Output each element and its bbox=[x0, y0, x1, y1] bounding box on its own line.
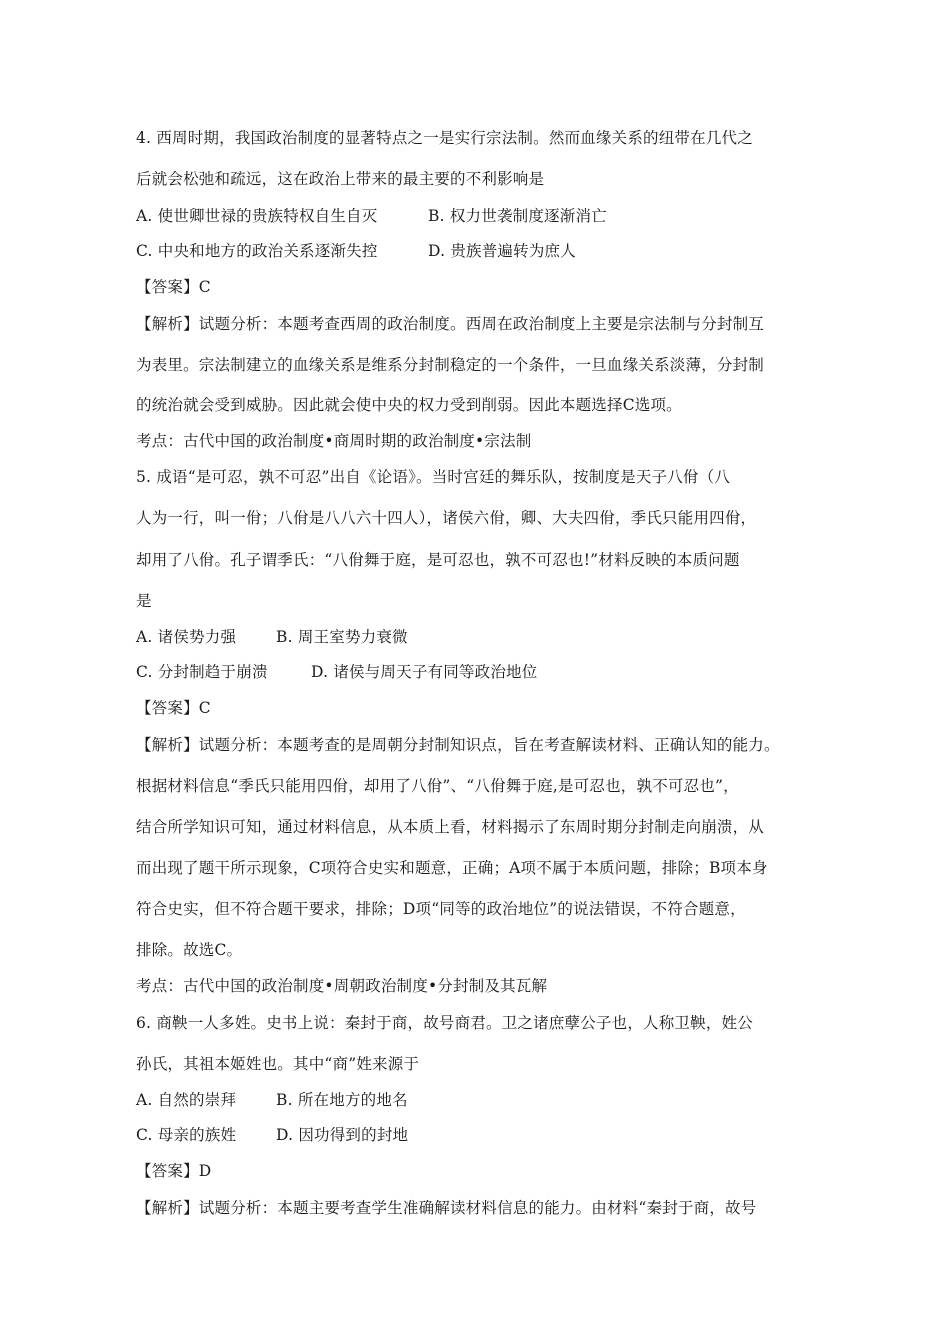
q4-stem-line-2: 后就会松弛和疏远，这在政治上带来的最主要的不利影响是 bbox=[136, 170, 545, 188]
q6-answer: 【答案】D bbox=[136, 1162, 212, 1180]
q6-option-row-2 bbox=[136, 1125, 826, 1145]
q6-option-c: C. 母亲的族姓 bbox=[136, 1126, 237, 1144]
q5-option-c: C. 分封制趋于崩溃 bbox=[136, 663, 268, 681]
q5-stem-line-1: 5. 成语“是可忍，孰不可忍”出自《论语》。当时宫廷的舞乐队，按制度是天子八佾（八 bbox=[136, 468, 731, 486]
q5-option-row-1 bbox=[136, 627, 826, 647]
q4-analysis-line-1: 【解析】试题分析：本题考查西周的政治制度。西周在政治制度上主要是宗法制与分封制互 bbox=[136, 315, 765, 333]
q5-option-a: A. 诸侯势力强 bbox=[136, 628, 237, 646]
q5-analysis-line-4: 而出现了题干所示现象，C项符合史实和题意，正确；A项不属于本质问题，排除；B项本身 bbox=[136, 859, 768, 877]
q4-option-row-1 bbox=[136, 206, 826, 226]
q4-analysis-line-2: 为表里。宗法制建立的血缘关系是维系分封制稳定的一个条件，一旦血缘关系淡薄，分封制 bbox=[136, 356, 765, 374]
q5-stem-line-2: 人为一行，叫一佾；八佾是八八六十四人），诸侯六佾，卿、大夫四佾，季氏只能用四佾， bbox=[136, 509, 757, 527]
q5-analysis-line-2: 根据材料信息“季氏只能用四佾，却用了八佾”、“八佾舞于庭,是可忍也，孰不可忍也”， bbox=[136, 777, 739, 795]
q6-analysis-line-1: 【解析】试题分析：本题主要考查学生准确解读材料信息的能力。由材料“秦封于商，故号 bbox=[136, 1199, 757, 1217]
q4-option-a: A. 使世卿世禄的贵族特权自生自灭 bbox=[136, 207, 378, 225]
q4-option-d: D. 贵族普遍转为庶人 bbox=[428, 242, 576, 260]
q6-option-d: D. 因功得到的封地 bbox=[276, 1126, 409, 1144]
q4-kaodian: 考点：古代中国的政治制度•商周时期的政治制度•宗法制 bbox=[136, 432, 532, 450]
q5-analysis-line-6: 排除。故选C。 bbox=[136, 941, 243, 959]
q5-stem-line-3: 却用了八佾。孔子谓季氏：“八佾舞于庭，是可忍也，孰不可忍也!”材料反映的本质问题 bbox=[136, 551, 740, 569]
q4-option-b: B. 权力世袭制度逐渐消亡 bbox=[428, 207, 607, 225]
q5-option-b: B. 周王室势力衰微 bbox=[276, 628, 408, 646]
q5-analysis-line-5: 符合史实，但不符合题干要求，排除；D项“同等的政治地位”的说法错误，不符合题意， bbox=[136, 900, 746, 918]
q4-option-c: C. 中央和地方的政治关系逐渐失控 bbox=[136, 242, 378, 260]
q6-stem-line-1: 6. 商鞅一人多姓。史书上说：秦封于商，故号商君。卫之诸庶孽公子也，人称卫鞅，姓公 bbox=[136, 1014, 753, 1032]
q4-analysis-line-3: 的统治就会受到威胁。因此就会使中央的权力受到削弱。因此本题选择C选项。 bbox=[136, 396, 682, 414]
q6-option-row-1 bbox=[136, 1090, 826, 1110]
q5-analysis-line-1: 【解析】试题分析：本题考查的是周朝分封制知识点，旨在考查解读材料、正确认知的能力。 bbox=[136, 736, 780, 754]
q5-option-row-2 bbox=[136, 662, 826, 682]
q5-stem-line-4: 是 bbox=[136, 592, 152, 610]
q4-option-row-2 bbox=[136, 241, 826, 261]
q5-analysis-line-3: 结合所学知识可知，通过材料信息，从本质上看，材料揭示了东周时期分封制走向崩溃，从 bbox=[136, 818, 765, 836]
q5-option-d: D. 诸侯与周天子有同等政治地位 bbox=[311, 663, 538, 681]
q5-kaodian: 考点：古代中国的政治制度•周朝政治制度•分封制及其瓦解 bbox=[136, 977, 548, 995]
q4-stem-line-1: 4. 西周时期，我国政治制度的显著特点之一是实行宗法制。然而血缘关系的纽带在几代之 bbox=[136, 129, 753, 147]
q6-stem-line-2: 孙氏，其祖本姬姓也。其中“商”姓来源于 bbox=[136, 1055, 420, 1073]
q5-answer: 【答案】C bbox=[136, 699, 211, 717]
q4-answer: 【答案】C bbox=[136, 278, 211, 296]
q6-option-a: A. 自然的崇拜 bbox=[136, 1091, 237, 1109]
q6-option-b: B. 所在地方的地名 bbox=[276, 1091, 408, 1109]
